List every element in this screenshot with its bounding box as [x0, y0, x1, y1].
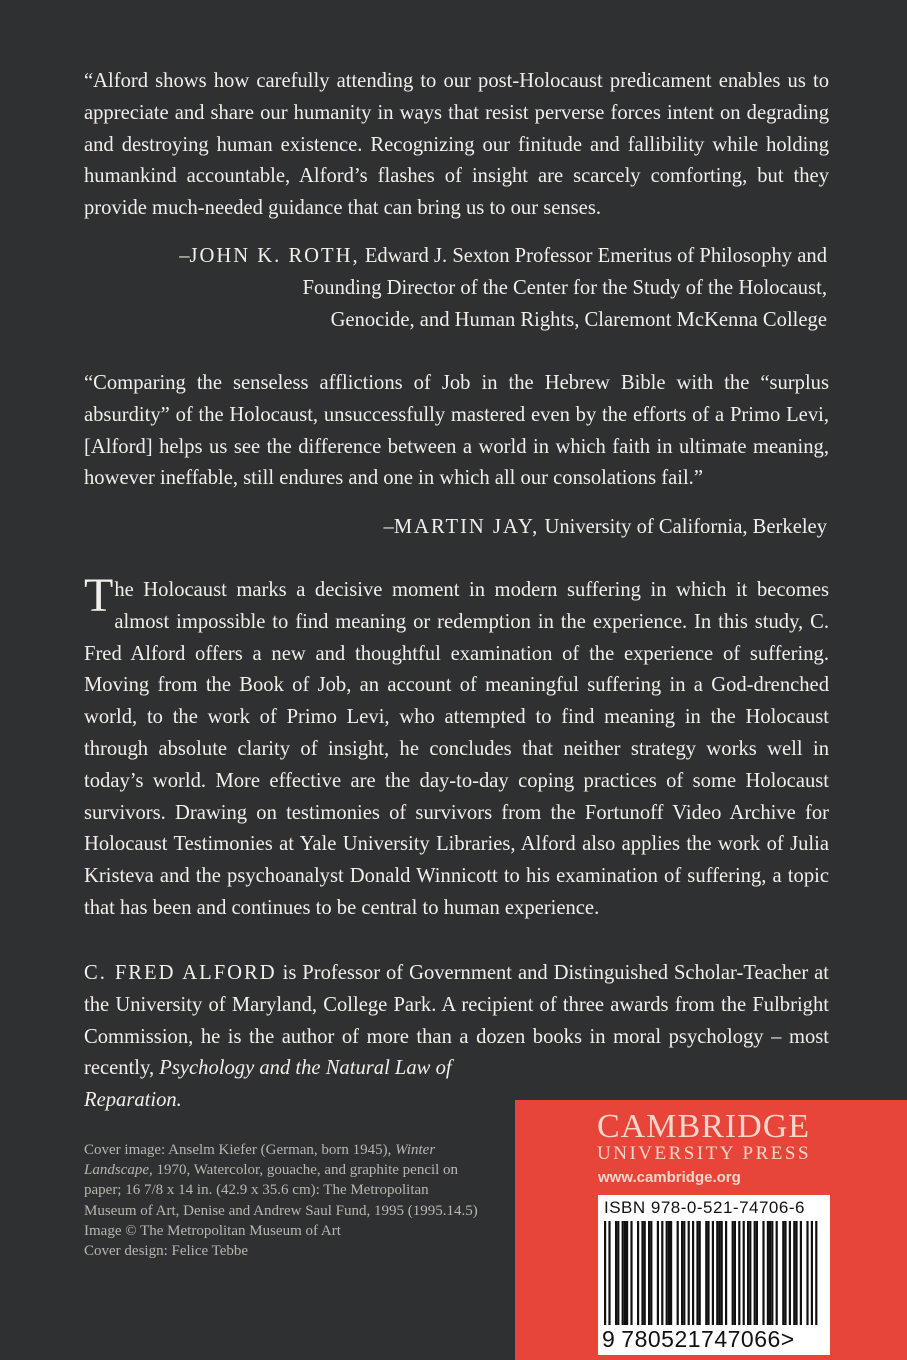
artwork-title: Winter Landscape: [84, 1142, 436, 1179]
barcode-bar: [716, 1221, 718, 1325]
barcode-bar: [795, 1221, 797, 1325]
barcode-bar: [756, 1221, 758, 1325]
barcode-bar: [712, 1221, 714, 1325]
barcode-bar: [754, 1221, 756, 1325]
endorser-name: JOHN K. ROTH,: [189, 245, 360, 267]
barcode-bar: [782, 1221, 784, 1325]
barcode-bar: [644, 1221, 646, 1325]
barcode-bar: [749, 1221, 751, 1325]
barcode-bar: [699, 1221, 701, 1325]
barcode-bar: [762, 1221, 764, 1325]
barcode-bar: [811, 1221, 813, 1325]
barcode-bar: [683, 1221, 685, 1325]
endorser-name: MARTIN JAY,: [393, 516, 540, 538]
barcode-bar: [776, 1221, 778, 1325]
endorser-affiliation: University of California, Berkeley: [544, 516, 827, 538]
attribution-dash: –: [383, 516, 394, 538]
book-description: The Holocaust marks a decisive moment in modern suffering in which it becomes almost impossible to find meaning or redemption in the experience. In this study, C. Fred Alford offers a new and thoughtful examination of the experience of suffering. Moving from the Book of Job, an account of meaningful suffering in a God-drenched world, to the work of Primo Levi, who attempted to find meaning in the Holocaust through absolute clarity of insight, he concludes that neither strategy works well in today’s world. More effective are the day-to-day coping practices of some Holocaust survivors. Drawing on testimonies of survivors from the Fortunoff Video Archive for Holocaust Testimonies at Yale University Libraries, Alford also applies the work of Julia Kristeva and the psychoanalyst Donald Winnicott to his examination of suffering, a topic that has been and continues to be central to human experience.: [84, 569, 829, 919]
barcode-bar: [734, 1221, 736, 1325]
barcode-bar: [707, 1221, 709, 1325]
barcode-bar: [666, 1221, 668, 1325]
barcode-bar: [622, 1221, 624, 1325]
barcode-image: [604, 1221, 824, 1325]
barcode-block: [598, 1195, 830, 1355]
author-bio: C. FRED ALFORD is Professor of Government and Distinguished Scholar-Teacher at the University of Maryland, College Park. A recipient of three awards from the Fulbright Commission, he is the author of more than a dozen books in moral psychology – most recently, Psychology and the Natural Law of Reparation.: [84, 962, 829, 1112]
barcode-bar: [732, 1221, 734, 1325]
barcode-bar: [793, 1221, 795, 1325]
attribution-dash: –: [179, 245, 190, 267]
barcode-bar: [641, 1221, 643, 1325]
barcode-bar: [626, 1221, 628, 1325]
barcode-bar: [747, 1221, 749, 1325]
ean-digits: 9 780521747066>: [602, 1326, 795, 1352]
publisher-url[interactable]: www.cambridge.org: [598, 1169, 741, 1186]
barcode-bar: [650, 1221, 652, 1325]
barcode-bar: [692, 1221, 694, 1325]
cover-design-credit: Cover design: Felice Tebbe: [84, 1243, 249, 1260]
barcode-bar: [718, 1221, 720, 1325]
barcode-bar: [657, 1221, 659, 1325]
barcode-bar: [771, 1221, 773, 1325]
barcode-bar: [769, 1221, 771, 1325]
barcode-bar: [743, 1221, 745, 1325]
publisher-panel: [515, 1100, 907, 1360]
publisher-press-name: UNIVERSITY PRESS: [597, 1143, 812, 1164]
cover-credit: Cover image: Anselm Kiefer (German, born 1945), Winter Landscape, 1970, Watercolor, gouache, and graphite pencil on paper; 16 7/8 x 14 in. (42.9 x 35.6 cm): The Metropolitan Museum of Art, Denise and Andrew Saul Fund, 1995 (1995.14.5) Image © The Metropolitan Museum of Art Cover design: Felice Tebbe: [84, 1142, 478, 1260]
endorser-affiliation-line: Founding Director of the Center for the Study of the Holocaust,: [302, 276, 827, 299]
barcode-bar: [784, 1221, 786, 1325]
endorsement-quote-jay: “Comparing the senseless afflictions of Job in the Hebrew Bible with the “surplus absurdity” of the Holocaust, unsuccessfully mastered even by the efforts of a Primo Levi, [Alford] helps us see the difference between a world in which faith in ultimate meaning, however ineffable, still endures and one in which all our consolations fail.”: [84, 372, 829, 490]
barcode-bar: [661, 1221, 663, 1325]
endorsement-attribution-roth: [82, 241, 827, 336]
barcode-bar: [806, 1221, 808, 1325]
barcode-bar: [767, 1221, 769, 1325]
barcode-bar: [670, 1221, 672, 1325]
barcode-bar: [681, 1221, 683, 1325]
barcode-bar: [721, 1221, 723, 1325]
barcode-bar: [696, 1221, 698, 1325]
barcode-bar: [705, 1221, 707, 1325]
endorser-affiliation-line: Edward J. Sexton Professor Emeritus of Philosophy and: [364, 245, 827, 267]
barcode-bar: [725, 1221, 727, 1325]
barcode-bar: [637, 1221, 639, 1325]
publisher-logo: CAMBRIDGE: [597, 1108, 811, 1145]
endorsement-attribution-jay: [82, 512, 827, 544]
barcode-bar: [677, 1221, 679, 1325]
barcode-bar: [648, 1221, 650, 1325]
drop-cap: T: [84, 569, 114, 622]
barcode-bar: [630, 1221, 632, 1325]
barcode-bar: [688, 1221, 690, 1325]
barcode-bar: [615, 1221, 617, 1325]
book-title: Reparation.: [84, 1089, 182, 1112]
barcode-bar: [624, 1221, 626, 1325]
barcode-bar: [668, 1221, 670, 1325]
barcode-bar: [815, 1221, 817, 1325]
barcode-bar: [738, 1221, 740, 1325]
endorsement-quote-roth: “Alford shows how carefully attending to our post-Holocaust predicament enables us to appreciate and share our humanity in ways that resist perverse forces intent on degrading and destroying human existence. Recognizing our finitude and fallibility while holding humankind accountable, Alford’s flashes of insight are scarcely comforting, but they provide much-needed guidance that can bring us to our senses.: [84, 70, 829, 220]
barcode-bar: [608, 1221, 610, 1325]
endorser-affiliation-line: Genocide, and Human Rights, Claremont McKenna College: [330, 308, 827, 331]
barcode-bar: [800, 1221, 802, 1325]
book-title: Psychology and the Natural Law of: [159, 1057, 452, 1080]
barcode-bar: [789, 1221, 791, 1325]
barcode-bar: [604, 1221, 606, 1325]
isbn-label: ISBN 978-0-521-74706-6: [604, 1198, 805, 1217]
barcode-bar: [617, 1221, 619, 1325]
author-name: C. FRED ALFORD: [84, 962, 277, 984]
